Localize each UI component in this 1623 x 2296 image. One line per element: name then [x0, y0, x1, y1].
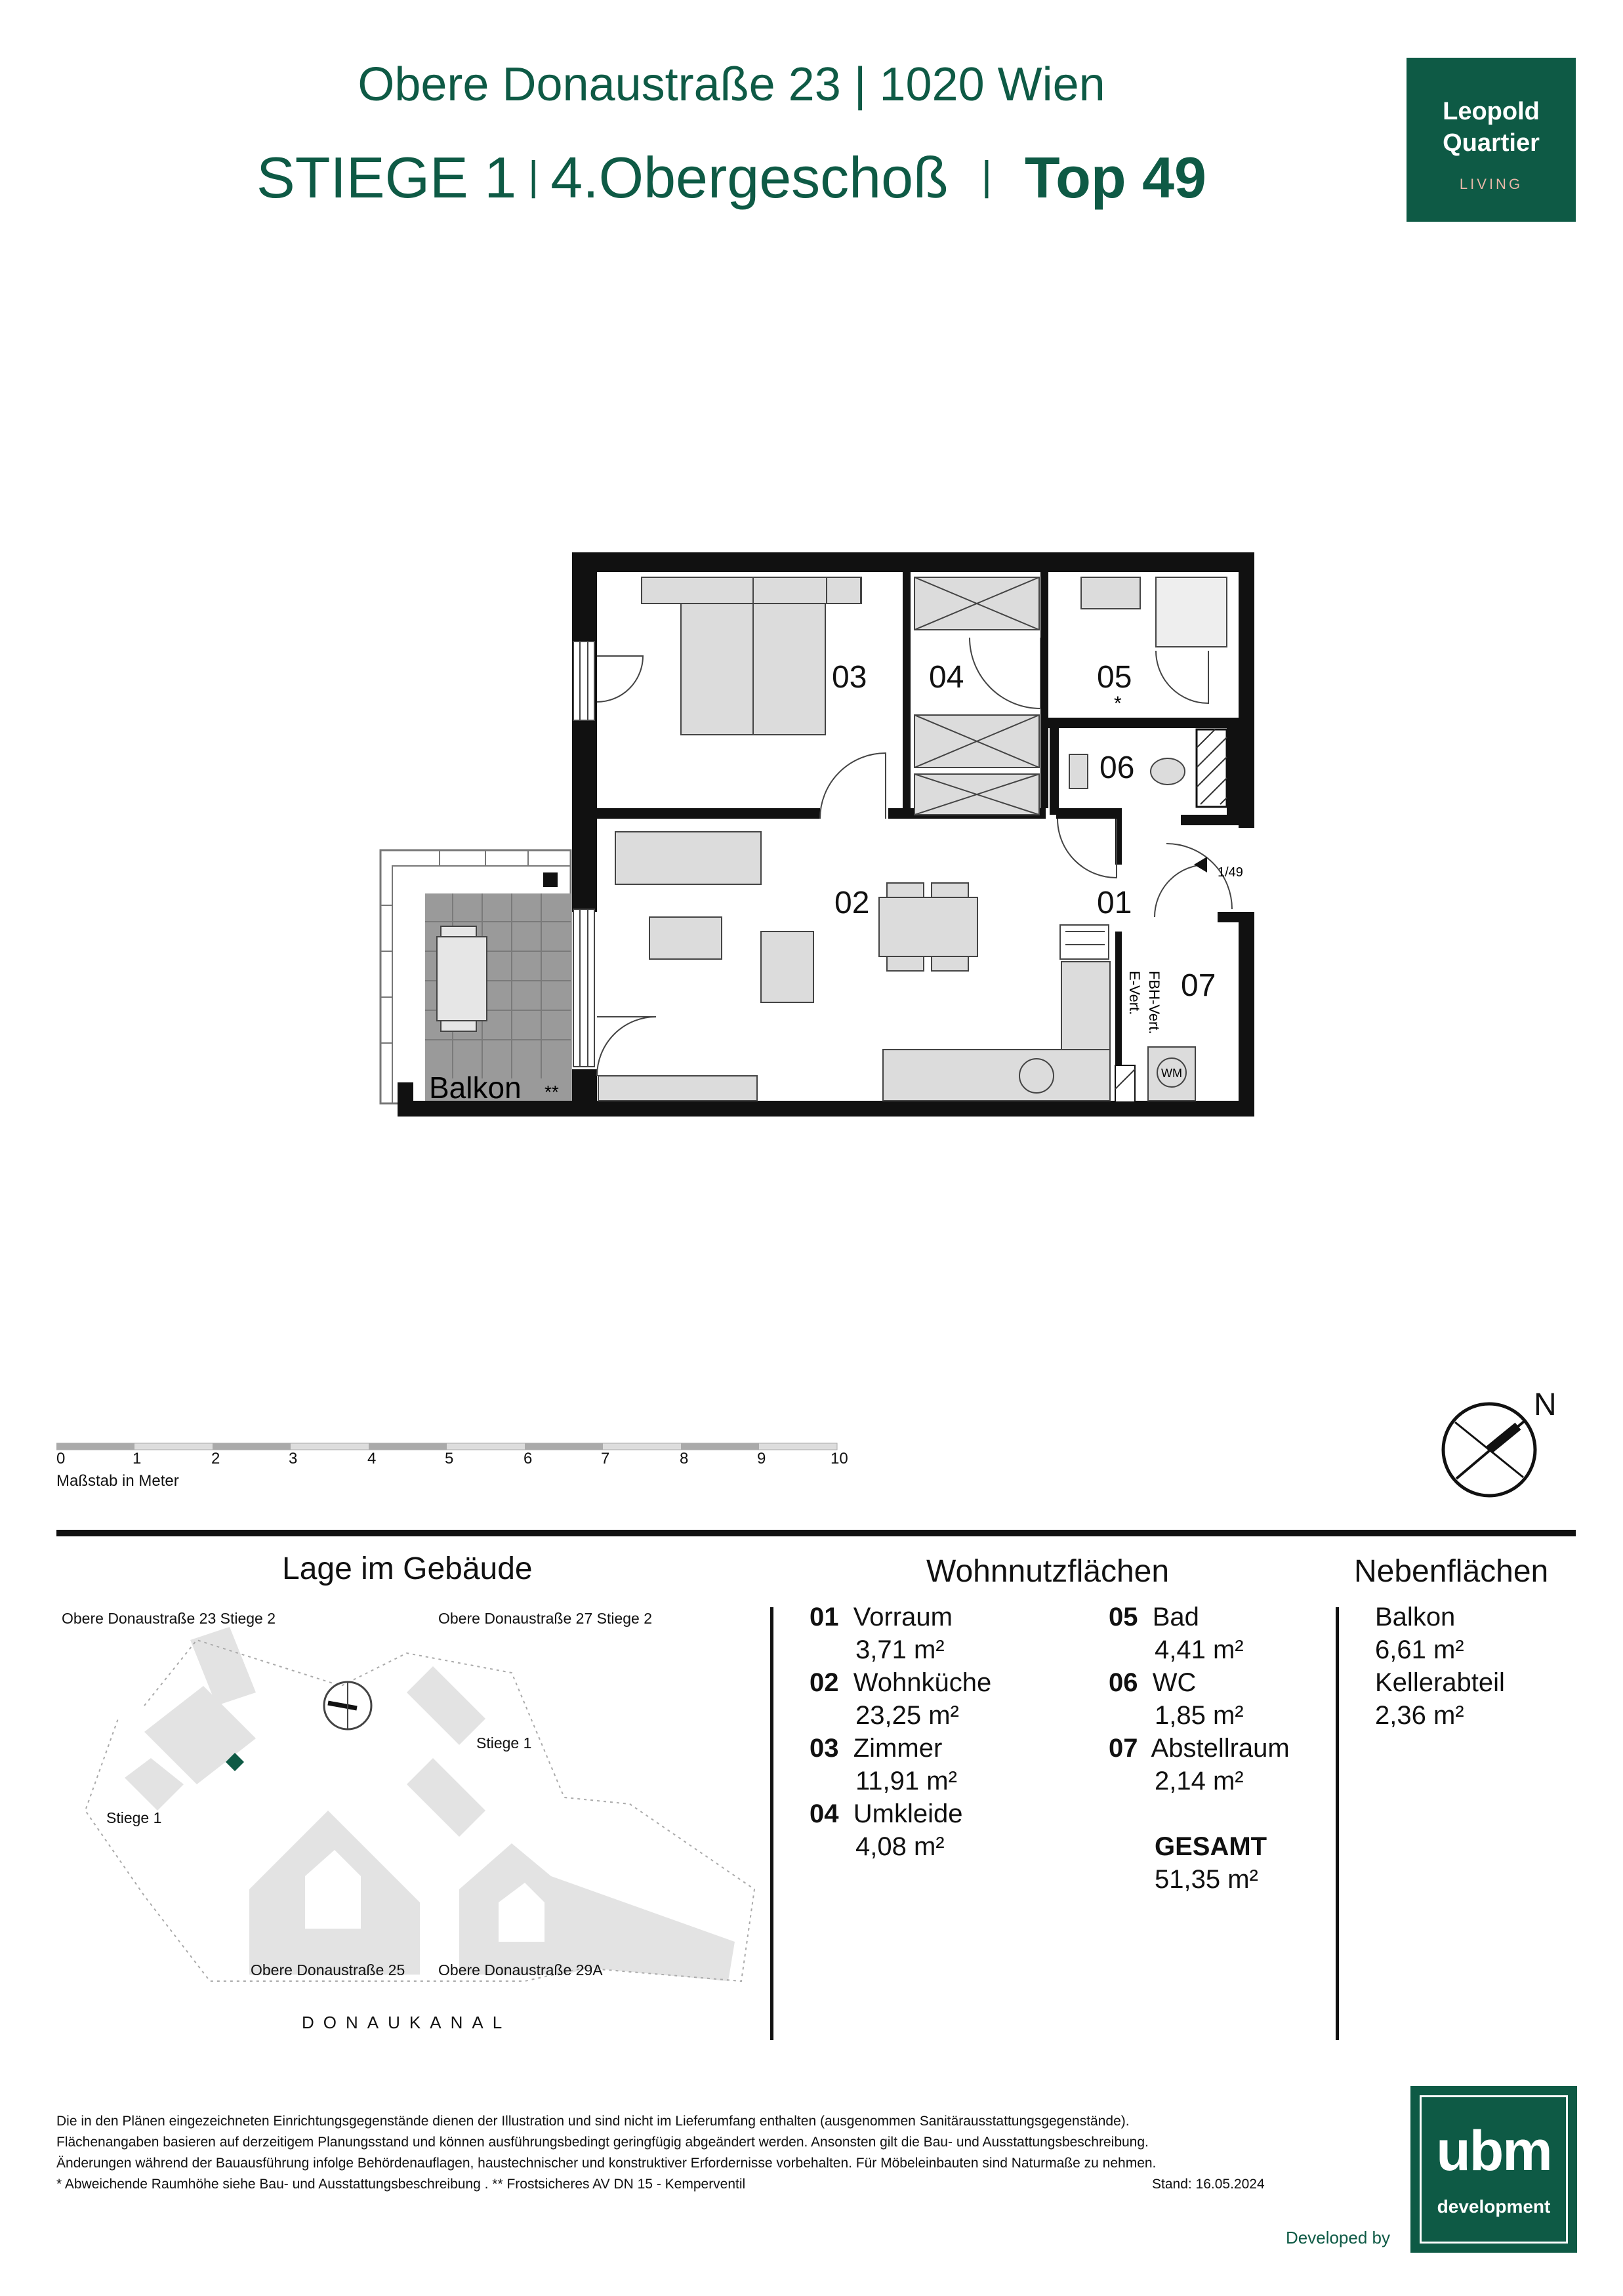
shaft [1115, 729, 1227, 1102]
total-area: 51,35 m² [1155, 1865, 1258, 1894]
room-area: 3,71 m² [855, 1635, 945, 1664]
wm-label: WM [1161, 1067, 1182, 1080]
scale-tick: 6 [524, 1450, 533, 1467]
separator: | [981, 154, 992, 199]
leopold-quartier-logo [1407, 58, 1576, 222]
stand-date: Stand: 16.05.2024 [1152, 2177, 1265, 2192]
door-number: 1/49 [1218, 865, 1243, 880]
logo-line1: Leopold [1443, 98, 1540, 125]
top-label: Top 49 [1024, 145, 1206, 210]
wohn-title: Wohnnutzflächen [926, 1554, 1170, 1589]
disclaimer-line: Flächenangaben basieren auf derzeitigem Planungsstand und können ausführungsbedingt geringfügig abgeändert werden. Ansonsten gilt die Bau- und Ausstattungsbeschreibung. [56, 2135, 1149, 2150]
column-divider [1336, 1607, 1339, 2040]
site-plan [66, 1601, 761, 2047]
scale-tick: 0 [56, 1450, 66, 1467]
disclaimer-line: * Abweichende Raumhöhe siehe Bau- und Ausstattungsbeschreibung . ** Frostsicheres AV DN 15 - Kemperventil Stand: 16.05.2024 [56, 2174, 1368, 2195]
room-list-col2 [1109, 1601, 1290, 1896]
ubm-logo-sub: development [1437, 2196, 1551, 2217]
site-label: Stiege 1 [476, 1734, 532, 1752]
section-divider [56, 1530, 1576, 1536]
compass-north-label: N [1534, 1387, 1557, 1422]
floor-plan [374, 544, 1266, 1148]
scale-tick: 4 [367, 1450, 377, 1467]
compass-icon [1437, 1397, 1542, 1502]
site-label: Stiege 1 [106, 1809, 162, 1826]
logo-line2: Quartier [1443, 129, 1540, 157]
balkon-label: Balkon [429, 1071, 522, 1105]
room-area: 23,25 m² [855, 1701, 959, 1730]
site-label: Obere Donaustraße 25 [251, 1961, 405, 1978]
room-area: 2,14 m² [1155, 1767, 1244, 1795]
room-07-label: 07 [1181, 968, 1216, 1003]
separator: | [528, 154, 539, 199]
disclaimer [56, 2111, 1368, 2195]
room-area: 4,41 m² [1155, 1635, 1244, 1664]
disclaimer-line: Änderungen während der Bauausführung infolge Behördenauflagen, haustechnischer und konstruktiver Erfordernisse vorbehalten. Für Möbeleinbauten sind Naturmaße zu nehmen. [56, 2156, 1157, 2171]
logo-line3: LIVING [1459, 176, 1523, 192]
scale-tick: 3 [289, 1450, 298, 1467]
room-area: 4,08 m² [855, 1832, 945, 1861]
scale-tick: 7 [601, 1450, 610, 1467]
star-mark: * [1114, 693, 1122, 714]
disclaimer-line: Die in den Plänen eingezeichneten Einrichtungsgegenstände dienen der Illustration und sind nicht im Lieferumfang enthalten (ausgenommen Sanitärausstattungsgegenstände). [56, 2114, 1130, 2129]
scale-tick: 1 [133, 1450, 142, 1467]
e-vert-label: E-Vert. [1126, 971, 1143, 1015]
room-list-col1 [810, 1601, 991, 1863]
neben-area: 6,61 m² [1375, 1635, 1464, 1664]
scale-tick: 10 [831, 1450, 848, 1467]
floor-label: 4.Obergeschoß [550, 145, 949, 210]
neben-name: Kellerabteil [1375, 1668, 1505, 1697]
site-label: DONAUKANAL [302, 2013, 512, 2032]
scale-label: Maßstab in Meter [56, 1472, 179, 1490]
neben-name: Balkon [1375, 1603, 1456, 1631]
neben-title: Nebenflächen [1354, 1554, 1549, 1589]
room-area: 11,91 m² [855, 1767, 957, 1795]
room-entry: 03 Zimmer [810, 1734, 943, 1763]
balkon-mark: ** [544, 1082, 559, 1102]
scale-ticks [56, 1450, 870, 1469]
developed-by: Developed by [1286, 2228, 1390, 2247]
neben-area: 2,36 m² [1375, 1701, 1464, 1730]
room-entry: 04 Umkleide [810, 1799, 963, 1828]
scale-tick: 8 [680, 1450, 689, 1467]
room-04-label: 04 [929, 660, 964, 695]
room-05-label: 05 [1097, 660, 1132, 695]
ubm-logo [1410, 2086, 1577, 2253]
room-03-label: 03 [832, 660, 867, 695]
room-area: 1,85 m² [1155, 1701, 1244, 1730]
room-entry: 05 Bad [1109, 1603, 1199, 1631]
address-title: Obere Donaustraße 23 | 1020 Wien [358, 58, 1105, 111]
total-label: GESAMT [1155, 1832, 1267, 1861]
room-06-label: 06 [1099, 750, 1135, 785]
scale-tick: 9 [757, 1450, 766, 1467]
fbh-label: FBH-Vert. [1146, 971, 1162, 1035]
stiege-label: STIEGE 1 [257, 145, 517, 210]
room-entry: 07 Abstellraum [1109, 1734, 1290, 1763]
column-divider [770, 1607, 773, 2040]
site-label: Obere Donaustraße 23 Stiege 2 [62, 1610, 276, 1627]
room-01-label: 01 [1097, 886, 1132, 920]
room-entry: 02 Wohnküche [810, 1668, 992, 1697]
room-entry: 01 Vorraum [810, 1603, 953, 1631]
neben-list [1375, 1601, 1505, 1732]
site-label: Obere Donaustraße 29A [438, 1961, 603, 1978]
ubm-logo-main: ubm [1436, 2120, 1551, 2183]
room-02-label: 02 [834, 886, 870, 920]
room-entry: 06 WC [1109, 1668, 1197, 1697]
lage-title: Lage im Gebäude [282, 1551, 533, 1586]
unit-title [0, 144, 1463, 211]
scale-tick: 2 [211, 1450, 220, 1467]
site-label: Obere Donaustraße 27 Stiege 2 [438, 1610, 653, 1627]
scale-tick: 5 [445, 1450, 454, 1467]
